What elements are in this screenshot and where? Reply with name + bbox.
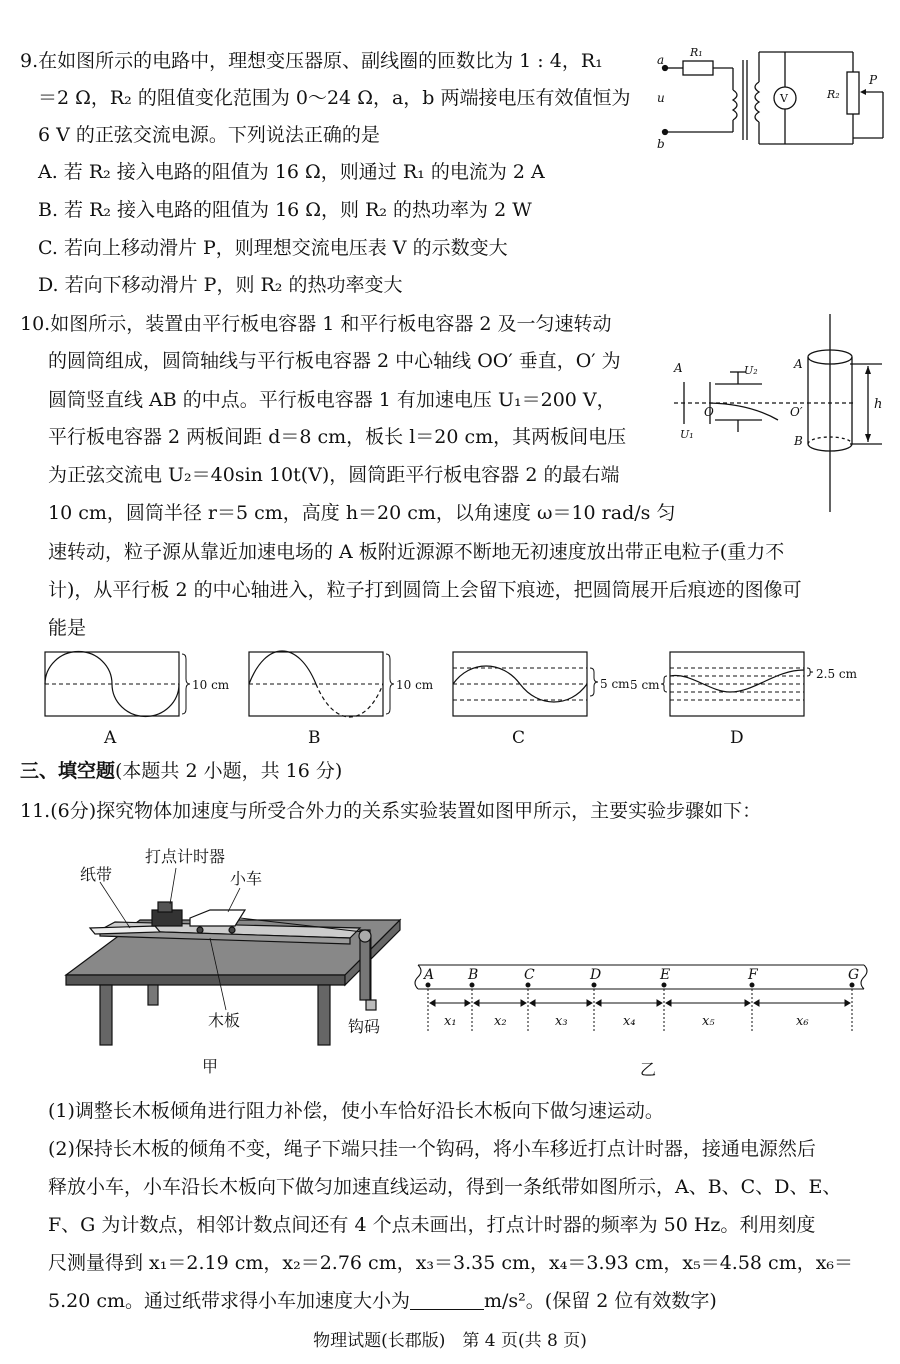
q10-line-2: 的圆筒组成，圆筒轴线与平行板电容器 2 中心轴线 OO′ 垂直，O′ 为 [48, 350, 621, 372]
q9-fig-label-r2: R₂ [827, 88, 840, 101]
tape-segment-arrowhead [530, 1000, 535, 1006]
tape-segment-arrowhead [430, 1000, 435, 1006]
q9-fig-label-r1: R₁ [690, 46, 703, 59]
q11-step-2-last-post: m/s²。(保留 2 位有效数字) [484, 1290, 717, 1312]
tape-point-e [662, 983, 666, 987]
q9-line-1: 9.在如图所示的电路中，理想变压器原、副线圈的匝数比为 1 : 4，R₁ [20, 50, 603, 72]
q9-fig-label-u: u [657, 91, 665, 105]
q9-option-b: B. 若 R₂ 接入电路的阻值为 16 Ω，则 R₂ 的热功率为 2 W [38, 199, 532, 221]
q11-fig-label-tape: 纸带 [80, 865, 113, 884]
tape-segment-arrowhead [596, 1000, 601, 1006]
q11-intro: 11.(6分)探究物体加速度与所受合外力的关系实验装置如图甲所示，主要实验步骤如下： [20, 800, 762, 822]
q10-choice-a-label: A [104, 728, 117, 748]
tape-segment-arrowhead [845, 1000, 850, 1006]
q10-choice-d-graph [630, 650, 895, 720]
q10-choice-d-note-2: 5 cm [630, 678, 660, 692]
q9-fig-label-v: V [780, 92, 788, 105]
tape-point-d [592, 983, 596, 987]
tape-point-c [526, 983, 530, 987]
q9-option-d: D. 若向下移动滑片 P，则 R₂ 的热功率变大 [38, 274, 403, 296]
q10-apparatus-diagram [670, 312, 895, 517]
q11-fig-tape [412, 955, 872, 1080]
tape-point-f [750, 983, 754, 987]
tape-label-g: G [848, 967, 860, 983]
q10-line-4: 平行板电容器 2 两板间距 d＝8 cm，板长 l＝20 cm，其两板间电压 [48, 426, 627, 448]
section-3-title: 三、填空题 [20, 760, 116, 782]
tape-segment-label-5: x₅ [702, 1014, 715, 1029]
q10-line-9: 能是 [48, 617, 87, 639]
q9-option-a: A. 若 R₂ 接入电路的阻值为 16 Ω，则通过 R₁ 的电流为 2 A [38, 161, 545, 183]
q10-line-3: 圆筒竖直线 AB 的中点。平行板电容器 1 有加速电压 U₁＝200 V， [48, 389, 616, 411]
q10-choice-b-note: 10 cm [396, 678, 434, 692]
q11-fig-caption-jia: 甲 [202, 1057, 219, 1076]
q10-line-1: 10.如图所示，装置由平行板电容器 1 和平行板电容器 2 及一匀速转动 [20, 313, 612, 335]
tape-segment-arrowhead [474, 1000, 479, 1006]
q10-fig-label-o-prime: O′ [790, 405, 803, 419]
q10-fig-label-h: h [874, 397, 883, 412]
tape-segment-label-3: x₃ [555, 1014, 568, 1029]
q10-fig-label-a-top: A [794, 357, 803, 371]
q10-choice-a-note: 10 cm [192, 678, 230, 692]
q11-fig-apparatus [60, 840, 400, 1080]
q10-line-6: 10 cm，圆筒半径 r＝5 cm，高度 h＝20 cm，以角速度 ω＝10 rad/s 匀 [48, 502, 676, 524]
tape-segment-arrowhead [754, 1000, 759, 1006]
q11-fig-label-board: 木板 [208, 1011, 241, 1030]
answer-blank[interactable] [410, 1291, 484, 1310]
q11-step-2-line-4: 尺测量得到 x₁＝2.19 cm，x₂＝2.76 cm，x₃＝3.35 cm，x₄＝3.93 cm，x₅＝4.58 cm，x₆＝ [48, 1252, 854, 1274]
q10-line-7: 速转动，粒子源从靠近加速电场的 A 板附近源源不断地无初速度放出带正电粒子(重力不 [48, 541, 785, 563]
q9-option-c: C. 若向上移动滑片 P，则理想交流电压表 V 的示数变大 [38, 237, 508, 259]
q10-choice-d-label: D [730, 728, 744, 748]
q10-choice-c-graph [452, 650, 652, 720]
tape-label-c: C [524, 967, 535, 983]
q11-fig-caption-yi: 乙 [640, 1060, 657, 1079]
q9-circuit-diagram [655, 40, 895, 155]
tape-point-a [426, 983, 430, 987]
tape-segment-arrowhead [657, 1000, 662, 1006]
tape-label-a: A [424, 967, 435, 983]
q9-fig-label-b: b [657, 137, 665, 151]
page-footer: 物理试题(长郡版) 第 4 页(共 8 页) [313, 1331, 587, 1351]
q9-fig-label-a: a [657, 53, 665, 67]
q10-fig-label-u1: U₁ [680, 428, 694, 441]
q10-choice-c-note: 5 cm [600, 677, 630, 691]
section-3-subtitle: (本题共 2 小题，共 16 分) [115, 760, 343, 782]
q10-choice-b-graph [248, 650, 448, 720]
q10-choice-b-label: B [308, 728, 321, 748]
q10-fig-label-a: A [674, 361, 683, 375]
tape-segment-label-2: x₂ [494, 1014, 507, 1029]
tape-label-e: E [660, 967, 671, 983]
q11-step-2-last-pre: 5.20 cm。通过纸带求得小车加速度大小为 [48, 1290, 411, 1312]
q9-line-3: 6 V 的正弦交流电源。下列说法正确的是 [38, 124, 380, 146]
q11-step-2-line-2: 释放小车，小车沿长木板向下做匀加速直线运动，得到一条纸带如图所示，A、B、C、D、E、 [48, 1176, 842, 1198]
q10-line-8: 计)，从平行板 2 的中心轴进入，粒子打到圆筒上会留下痕迹，把圆筒展开后痕迹的图像可 [48, 579, 802, 601]
tape-segment-arrowhead [587, 1000, 592, 1006]
tape-segment-label-6: x₆ [796, 1014, 809, 1029]
q10-choice-c-label: C [512, 728, 526, 748]
q10-line-5: 为正弦交流电 U₂＝40sin 10t(V)，圆筒距平行板电容器 2 的最右端 [48, 464, 620, 486]
q9-line-2: ＝2 Ω，R₂ 的阻值变化范围为 0～24 Ω，a，b 两端接电压有效值恒为 [38, 87, 631, 109]
tape-segment-label-4: x₄ [623, 1014, 636, 1029]
q10-choice-a-graph [44, 650, 244, 720]
tape-label-d: D [590, 967, 602, 983]
tape-point-b [470, 983, 474, 987]
tape-segment-arrowhead [521, 1000, 526, 1006]
tape-point-g [850, 983, 854, 987]
q10-fig-label-o: O [704, 405, 714, 419]
tape-segment-arrowhead [465, 1000, 470, 1006]
tape-label-f: F [748, 967, 758, 983]
q11-step-2-line-1: (2)保持长木板的倾角不变，绳子下端只挂一个钩码，将小车移近打点计时器，接通电源然后 [48, 1138, 816, 1160]
q11-fig-label-cart: 小车 [230, 869, 263, 888]
q11-step-2-line-3: F、G 为计数点，相邻计数点间还有 4 个点未画出，打点计时器的频率为 50 Hz。利用刻度 [48, 1214, 816, 1236]
q10-fig-label-u2: U₂ [744, 364, 758, 377]
q11-fig-label-timer: 打点计时器 [145, 847, 226, 866]
q11-step-1: (1)调整长木板倾角进行阻力补偿，使小车恰好沿长木板向下做匀速运动。 [48, 1100, 664, 1122]
tape-segment-arrowhead [666, 1000, 671, 1006]
section-3-heading [20, 760, 342, 782]
q11-fig-label-weight: 钩码 [348, 1017, 381, 1036]
tape-segment-arrowhead [745, 1000, 750, 1006]
q9-fig-label-p: P [869, 73, 878, 87]
tape-segment-label-1: x₁ [444, 1014, 457, 1029]
q10-choice-d-note: 2.5 cm [816, 667, 857, 681]
q10-fig-label-b: B [794, 434, 803, 448]
q11-step-2-line-5 [48, 1290, 717, 1312]
tape-label-b: B [468, 967, 479, 983]
